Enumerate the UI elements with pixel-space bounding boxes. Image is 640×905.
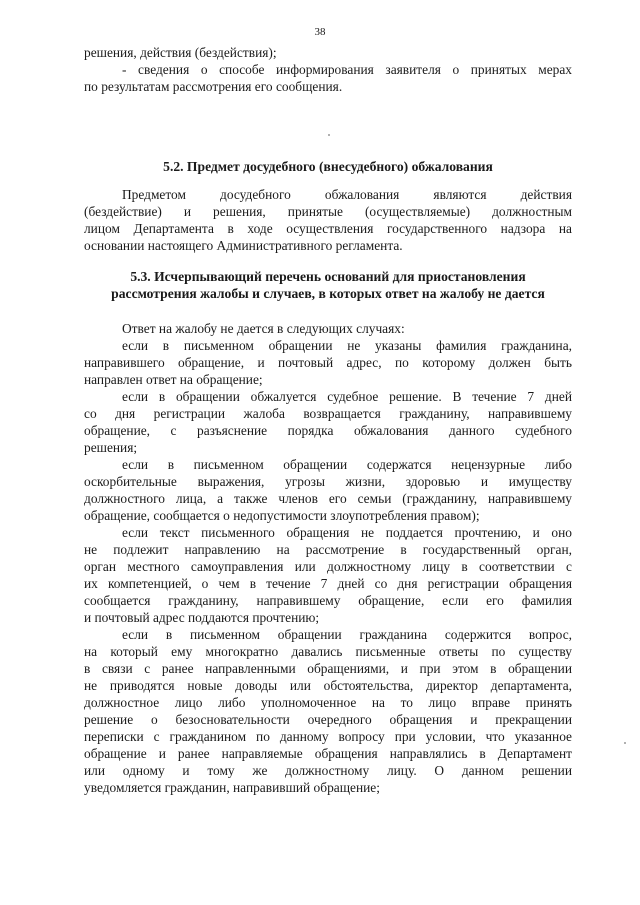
body-line: обращение, с разъяснение порядка обжалования данного судебного <box>84 423 572 438</box>
body-line: оскорбительные выражения, угрозы жизни, здоровью и имуществу <box>84 474 572 489</box>
body-line: уведомляется гражданин, направивший обращение; <box>84 780 380 795</box>
page-number: 38 <box>314 26 326 38</box>
body-line: сообщается гражданину, направившему обращение, если его фамилия <box>84 593 572 608</box>
body-line: не приводятся новые доводы или обстоятельства, директор департамента, <box>84 678 572 693</box>
body-line: если в письменном обращении содержатся нецензурные либо <box>122 457 572 472</box>
section-5-2-title: 5.2. Предмет досудебного (внесудебного) обжалования <box>163 159 493 174</box>
body-line: направлен ответ на обращение; <box>84 372 263 387</box>
body-line: основании настоящего Административного регламента. <box>84 238 403 253</box>
body-line: если в обращении обжалуется судебное решение. В течение 7 дней <box>122 389 572 404</box>
body-line: Ответ на жалобу не дается в следующих случаях: <box>122 321 405 336</box>
scan-speck <box>624 742 626 744</box>
body-line: обращение и ранее направляемые обращения направлялись в Департамент <box>84 746 572 761</box>
body-line: Предметом досудебного обжалования являются действия <box>122 187 572 202</box>
intro-line: - сведения о способе информирования заявителя о принятых мерах <box>122 62 572 77</box>
body-line: если текст письменного обращения не поддается прочтению, и оно <box>122 525 572 540</box>
body-line: должностного лица, а также членов его семьи (гражданину, направившему <box>84 491 572 506</box>
body-line: если в письменном обращении не указаны фамилия гражданина, <box>122 338 572 353</box>
title-line: рассмотрения жалобы и случаев, в которых ответ на жалобу не дается <box>111 286 545 301</box>
section-5-3-title <box>84 268 572 302</box>
body-line: решение о безосновательности очередного обращения и прекращении <box>84 712 572 727</box>
section-5-3-body <box>84 320 572 796</box>
body-line: (бездействие) и решения, принятые (осуществляемые) должностным <box>84 204 572 219</box>
body-line: лицом Департамента в ходе осуществления государственного надзора на <box>84 221 572 236</box>
title-line: 5.3. Исчерпывающий перечень оснований для приостановления <box>130 269 526 284</box>
scan-speck <box>328 134 330 136</box>
body-line: решения; <box>84 440 138 455</box>
section-5-2-body <box>84 186 572 254</box>
body-line: в связи с ранее направленными обращениями, и при этом в обращении <box>84 661 572 676</box>
body-line: или одному и тому же должностному лицу. О данном решении <box>84 763 572 778</box>
body-line: направившего обращение, и почтовый адрес, по которому должен быть <box>84 355 572 370</box>
body-line: со дня регистрации жалоба возвращается гражданину, направившему <box>84 406 572 421</box>
body-line: и почтовый адрес поддаются прочтению; <box>84 610 320 625</box>
body-line: на который ему многократно давались письменные ответы по существу <box>84 644 572 659</box>
intro-paragraph <box>84 44 572 95</box>
intro-line: решения, действия (бездействия); <box>84 45 277 60</box>
body-line: их компетенцией, о чем в течение 7 дней со дня регистрации обращения <box>84 576 572 591</box>
body-line: обращение, сообщается о недопустимости злоупотребления правом); <box>84 508 480 523</box>
body-line: переписки с гражданином по данному вопросу при условии, что указанное <box>84 729 572 744</box>
body-line: должностное лицо либо уполномоченное на то лицо вправе принять <box>84 695 572 710</box>
body-line: орган местного самоуправления или должностному лицу в соответствии с <box>84 559 572 574</box>
body-line: не подлежит направлению на рассмотрение в государственный орган, <box>84 542 572 557</box>
intro-line: по результатам рассмотрения его сообщения. <box>84 79 343 94</box>
body-line: если в письменном обращении гражданина содержится вопрос, <box>122 627 572 642</box>
